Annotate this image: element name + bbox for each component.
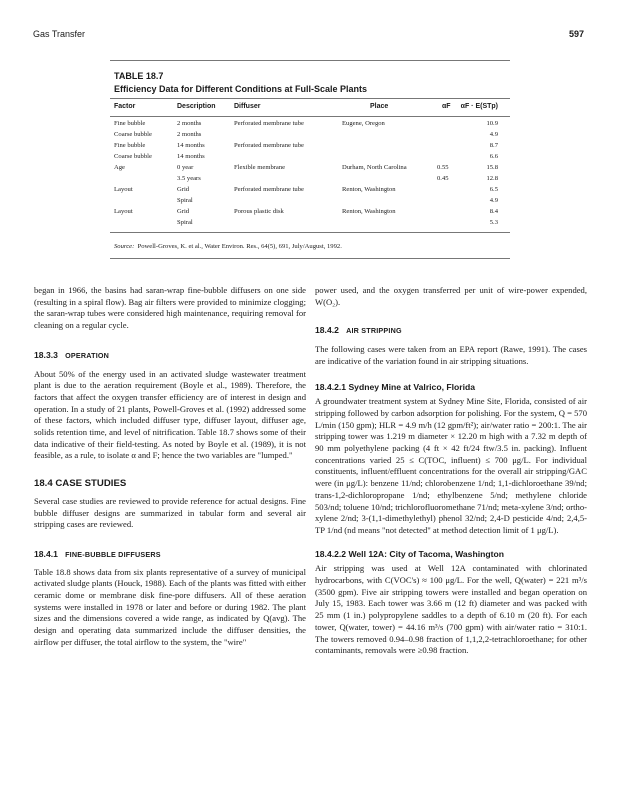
cell-alphaf-e: 6.5 bbox=[489, 186, 498, 193]
cell-place: Renton, Washington bbox=[342, 186, 396, 193]
paragraph-sydney-mine: A groundwater treatment system at Sydney Mine Site, Florida, consisted of air stripping followed by carbon adsorption for polishing. For the system, Q = 570 L/min (150 gpm); HLR = 4.9 m/h (12 gpm/ft²); air/water ratio = 200:1. The air stripping tower was 1.219 m diameter × 12.20 m high with a 7.32 m depth of 90 mm polyethylene packing (4 ft × 42 ft/24 ftw/3.5 in. packing). Influent concentrations varied 25 ≤ C(TOC, influent) ≤ 700 μg/L. For individual constituents, influent/effluent concentrations for the overall air stripping/GAC were (in μg/L): benzene 11/nd; chlorobenzene 1/nd; 1,1-dichloroethane 39/nd; trans-1,2-dichloropropane 1/nd; ethylbenzene 5/nd; methylene chloride 503/nd; toluene 10/nd; trichlorofluoromethane 71/nd; meta-xylene 3/nd; ortho-xylene 2/nd; 3-(1,1-dimethylethyl) phenol 32/nd; 2,4-D pesticide 4/nd; 2,4,5-TP 1/nd (nd means "not detected" at method detection limit of 1 μg/L). bbox=[315, 396, 587, 535]
table-number: TABLE 18.7 bbox=[114, 71, 164, 81]
cell-description: 2 months bbox=[177, 120, 202, 127]
heading-fine-bubble: 18.4.1 FINE-BUBBLE DIFFUSERS bbox=[34, 548, 161, 559]
table-row bbox=[0, 120, 617, 131]
paragraph-intro: began in 1966, the basins had saran-wrap fine-bubble diffusers on one side (resulting in a spiral flow). Bag air filters were provided to minimize clogging; the saran-wrap tubes were considered high maintenance, requiring removal for cleaning on a regular cycle. bbox=[34, 285, 306, 331]
cell-description: 3.5 years bbox=[177, 175, 201, 182]
cell-factor: Layout bbox=[114, 208, 133, 215]
cell-factor: Layout bbox=[114, 186, 133, 193]
source-label: Source: bbox=[114, 243, 135, 250]
heading-case-studies: 18.4 CASE STUDIES bbox=[34, 478, 127, 490]
table-bottom-rule bbox=[110, 232, 510, 233]
cell-description: Spiral bbox=[177, 219, 193, 226]
cell-alphaf-e: 15.8 bbox=[486, 164, 498, 171]
cell-alphaf-e: 4.9 bbox=[489, 197, 498, 204]
table-header-rule bbox=[110, 98, 510, 99]
table-header-row bbox=[0, 103, 617, 115]
cell-description: Spiral bbox=[177, 197, 193, 204]
table-row bbox=[0, 208, 617, 219]
col-header-place: Place bbox=[370, 103, 389, 110]
running-header bbox=[33, 29, 584, 43]
heading-air-stripping: 18.4.2 AIR STRIPPING bbox=[315, 325, 402, 336]
table-row bbox=[0, 197, 617, 208]
col-header-alphaf: αF bbox=[442, 103, 451, 110]
col-header-factor: Factor bbox=[114, 103, 136, 110]
paragraph-case-studies: Several case studies are reviewed to provide reference for actual designs. Fine bubble diffuser designs are summarized in tabular form and several air stripping cases are reviewed. bbox=[34, 495, 306, 530]
cell-alphaf: 0.55 bbox=[437, 164, 449, 171]
table-top-rule bbox=[110, 60, 510, 61]
col-header-diffuser: Diffuser bbox=[234, 103, 261, 110]
col-header-description: Description bbox=[177, 103, 216, 110]
heading-sydney-mine: 18.4.2.1 Sydney Mine at Valrico, Florida bbox=[315, 381, 476, 392]
table-mid-rule bbox=[110, 116, 510, 117]
table-source bbox=[114, 243, 342, 250]
cell-description: 14 months bbox=[177, 153, 205, 160]
table-row bbox=[0, 219, 617, 230]
cell-diffuser: Porous plastic disk bbox=[234, 208, 284, 215]
cell-alphaf-e: 6.6 bbox=[489, 153, 498, 160]
cell-alphaf-e: 12.8 bbox=[486, 175, 498, 182]
cell-description: 14 months bbox=[177, 142, 205, 149]
cell-description: 2 months bbox=[177, 131, 202, 138]
right-column bbox=[315, 285, 587, 657]
cell-alphaf-e: 8.4 bbox=[489, 208, 498, 215]
paragraph-power: power used, and the oxygen transferred per unit of wire-power expended, W(O₂). bbox=[315, 285, 587, 307]
cell-diffuser: Perforated membrane tube bbox=[234, 186, 304, 193]
cell-alphaf: 0.45 bbox=[437, 175, 449, 182]
left-column bbox=[34, 285, 306, 649]
table-row bbox=[0, 153, 617, 164]
table-end-rule bbox=[110, 258, 510, 259]
table-row bbox=[0, 164, 617, 175]
paragraph-fine-bubble: Table 18.8 shows data from six plants representative of a survey of municipal activated sludge plants (Houck, 1988). Each of the plants was fitted with either ceramic dome or membrane disk fine-pore diffusers. All of these aeration systems were installed in 1978 or later and before or during 1982. The plant sizes and the dimensions covered a wide range, as indicated by Q(avg). The design and operating data summarized include the diffuser densities, the airflow per diffuser, the total airflow to the system, the "wire" bbox=[34, 566, 306, 647]
cell-factor: Age bbox=[114, 164, 125, 171]
cell-place: Renton, Washington bbox=[342, 208, 396, 215]
cell-factor: Fine bubble bbox=[114, 120, 146, 127]
cell-description: 0 year bbox=[177, 164, 194, 171]
col-header-alphaf-e: αF · E(STp) bbox=[460, 103, 498, 110]
heading-operation: 18.3.3 OPERATION bbox=[34, 349, 110, 360]
cell-diffuser: Perforated membrane tube bbox=[234, 120, 304, 127]
cell-alphaf-e: 8.7 bbox=[489, 142, 498, 149]
paragraph-well-12a: Air stripping was used at Well 12A contaminated with chlorinated hydrocarbons, with C(VOC's) ≈ 100 μg/L. For the well, Q(water) = 221 m³/s (3500 gpm). Five air stripping towers were installed and began operation on July 15, 1983. Each tower was 3.66 m (12 ft) diameter and was packed with 25 mm (1 in.) polypropylene saddles to a depth of 6.10 m (20 ft). For each tower, Q(water, tower) = 44.16 m³/s (700 gpm) with air/water ratio = 310:1. The towers removed 0.94–0.98 fraction of 1,1,2,2-tetrachloroethane; for other contaminants, removals were ≥0.98 fraction. bbox=[315, 563, 587, 656]
table-row bbox=[0, 175, 617, 186]
cell-place: Durham, North Carolina bbox=[342, 164, 407, 171]
cell-alphaf-e: 10.9 bbox=[486, 120, 498, 127]
paragraph-air-stripping: The following cases were taken from an EPA report (Rawe, 1991). The cases are indicative of the variation found in air stripping situations. bbox=[315, 344, 587, 366]
source-text: Powell-Groves, K. et al., Water Environ. Res., 64(5), 691, July/August, 1992. bbox=[137, 243, 342, 250]
heading-well-12a: 18.4.2.2 Well 12A: City of Tacoma, Washington bbox=[315, 548, 504, 559]
cell-factor: Fine bubble bbox=[114, 142, 146, 149]
cell-alphaf-e: 4.9 bbox=[489, 131, 498, 138]
table-caption: Efficiency Data for Different Conditions at Full-Scale Plants bbox=[114, 84, 368, 94]
cell-factor: Coarse bubble bbox=[114, 131, 152, 138]
cell-description: Grid bbox=[177, 186, 190, 193]
cell-diffuser: Flexible membrane bbox=[234, 164, 286, 171]
paragraph-operation: About 50% of the energy used in an activated sludge wastewater treatment plant is due to the aeration requirement (Boyle et al., 1989). Therefore, the factors that affect the oxygen transfer efficiency are of interest in design and operation. In a study of 21 plants, Powell-Groves et al. (1992) addressed some of these factors, which included diffuser type, diffuser layout, diffuser age, solids retention time, and level of nitrification. Table 18.7 shows some of their data indicative of their field-testing. As noted by Boyle et al. (1989), it is not feasible, as a rule, to isolate α and F; hence the two variables are "lumped." bbox=[34, 368, 306, 461]
cell-description: Grid bbox=[177, 208, 190, 215]
cell-diffuser: Perforated membrane tube bbox=[234, 142, 304, 149]
table-row bbox=[0, 131, 617, 142]
cell-place: Eugene, Oregon bbox=[342, 120, 385, 127]
cell-alphaf-e: 5.3 bbox=[489, 219, 498, 226]
running-title: Gas Transfer bbox=[33, 29, 86, 39]
table-row bbox=[0, 186, 617, 197]
page-number: 597 bbox=[568, 29, 584, 39]
table-row bbox=[0, 142, 617, 153]
cell-factor: Coarse bubble bbox=[114, 153, 152, 160]
